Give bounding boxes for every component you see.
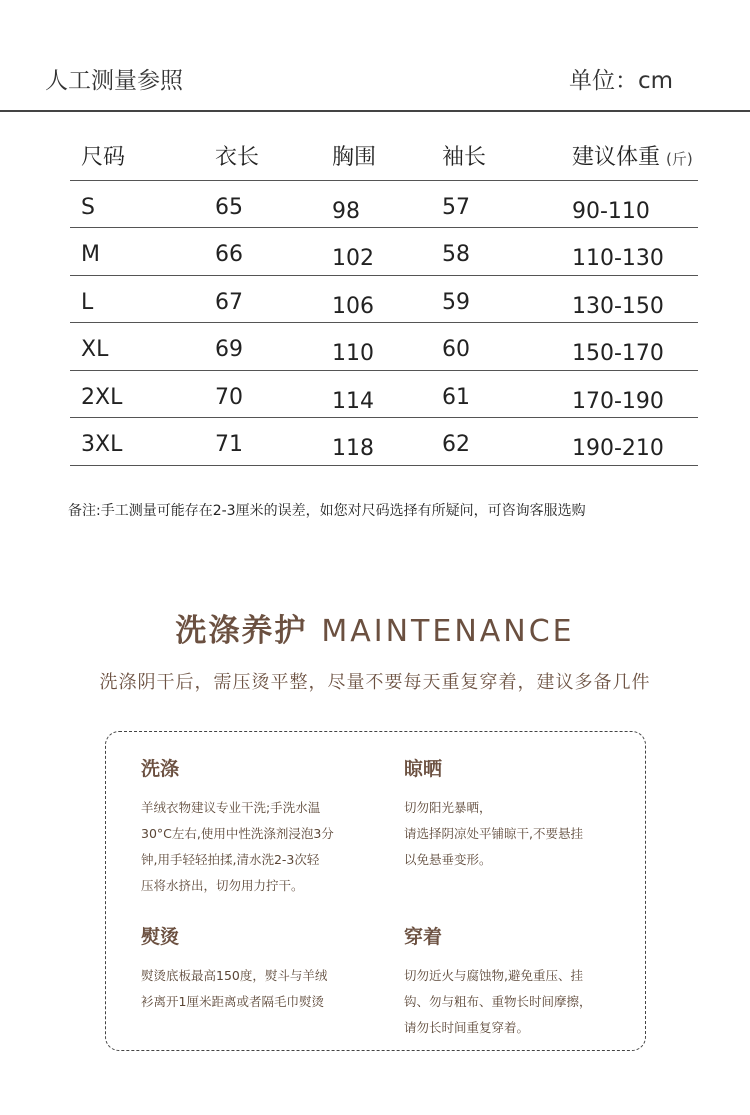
care-item-line: 请勿长时间重复穿着。 [404, 1020, 530, 1035]
maintenance-title [0, 605, 750, 650]
size-table [70, 133, 698, 466]
table-cell: 110 [332, 341, 374, 366]
table-row [70, 276, 698, 324]
care-item-line: 以免悬垂变形。 [404, 852, 492, 867]
table-cell: 61 [442, 384, 470, 410]
table-cell: 58 [442, 242, 470, 267]
care-item-title: 穿着 [404, 926, 443, 948]
care-item-line: 羊绒衣物建议专业干洗;手洗水温 [141, 800, 321, 815]
care-item-line: 钩、勿与粗布、重物长时间摩擦， [404, 994, 592, 1009]
table-cell: 98 [332, 198, 360, 224]
table-cell: XL [81, 337, 109, 362]
table-cell: 2XL [81, 384, 123, 410]
table-cell: 102 [332, 246, 374, 271]
care-item-line: 切勿近火与腐蚀物,避免重压、挂 [404, 968, 583, 983]
table-row [70, 228, 698, 276]
table-cell: 57 [442, 194, 470, 220]
care-item-drying [404, 754, 583, 873]
care-item-line: 切勿阳光暴晒， [404, 800, 492, 815]
care-item-line: 压将水挤出，切勿用力拧干。 [141, 878, 304, 893]
care-item-line: 钟,用手轻轻拍揉,清水洗2-3次轻 [141, 852, 320, 867]
table-row [70, 371, 698, 419]
table-row [70, 323, 698, 371]
care-item-title: 洗涤 [141, 758, 180, 780]
care-instructions-box [105, 731, 646, 1051]
table-row [70, 181, 698, 229]
care-item-line: 30°C左右,使用中性洗涤剂浸泡3分 [141, 826, 334, 841]
column-header-weight [572, 140, 693, 171]
table-cell: 190-210 [572, 436, 664, 461]
care-item-line: 衫离开1厘米距离或者隔毛巾熨烫 [141, 994, 324, 1009]
care-item-title: 熨烫 [141, 926, 180, 948]
care-item-line: 请选择阴凉处平铺晾干,不要悬挂 [404, 826, 583, 841]
table-cell: 71 [215, 432, 243, 457]
care-item-ironing [141, 922, 327, 1015]
table-cell: 62 [442, 432, 470, 457]
column-header: 衣长 [215, 145, 260, 170]
table-cell: 59 [442, 289, 470, 315]
table-cell: 114 [332, 388, 374, 414]
column-header: 尺码 [81, 145, 126, 170]
care-item-title: 晾晒 [404, 758, 443, 780]
care-item-wearing [404, 922, 592, 1041]
table-cell: 60 [442, 337, 470, 362]
header-divider [0, 110, 750, 112]
table-cell: 3XL [81, 432, 123, 457]
measurement-note: 备注:手工测量可能存在2-3厘米的误差，如您对尺码选择有所疑问，可咨询客服选购 [68, 503, 586, 519]
table-cell: 67 [215, 289, 243, 315]
maintenance-title-cn: 洗涤养护 [175, 613, 308, 649]
column-header: 建议体重 [572, 145, 661, 170]
column-header: 袖长 [442, 145, 487, 170]
table-cell: 106 [332, 293, 374, 319]
table-cell: 65 [215, 194, 243, 220]
table-row [70, 418, 698, 466]
maintenance-subtitle: 洗涤阴干后，需压烫平整，尽量不要每天重复穿着，建议多备几件 [99, 672, 651, 693]
column-header: 胸围 [332, 145, 377, 170]
weight-unit: (斤) [666, 150, 693, 168]
table-cell: 130-150 [572, 293, 664, 319]
maintenance-title-en: MAINTENANCE [321, 614, 575, 649]
unit-label: 单位：cm [569, 68, 674, 94]
table-cell: 110-130 [572, 246, 664, 271]
table-cell: 90-110 [572, 198, 650, 224]
table-cell: 66 [215, 242, 243, 267]
table-cell: 170-190 [572, 388, 664, 414]
table-header-row [70, 133, 698, 181]
table-cell: S [81, 194, 95, 220]
table-cell: 118 [332, 436, 374, 461]
care-item-line: 熨烫底板最高150度，熨斗与羊绒 [141, 968, 328, 983]
table-cell: 69 [215, 337, 243, 362]
care-item-washing [141, 754, 334, 899]
table-cell: 150-170 [572, 341, 664, 366]
page-title: 人工测量参照 [45, 68, 183, 94]
table-cell: 70 [215, 384, 243, 410]
table-cell: L [81, 289, 94, 315]
table-cell: M [81, 242, 100, 267]
